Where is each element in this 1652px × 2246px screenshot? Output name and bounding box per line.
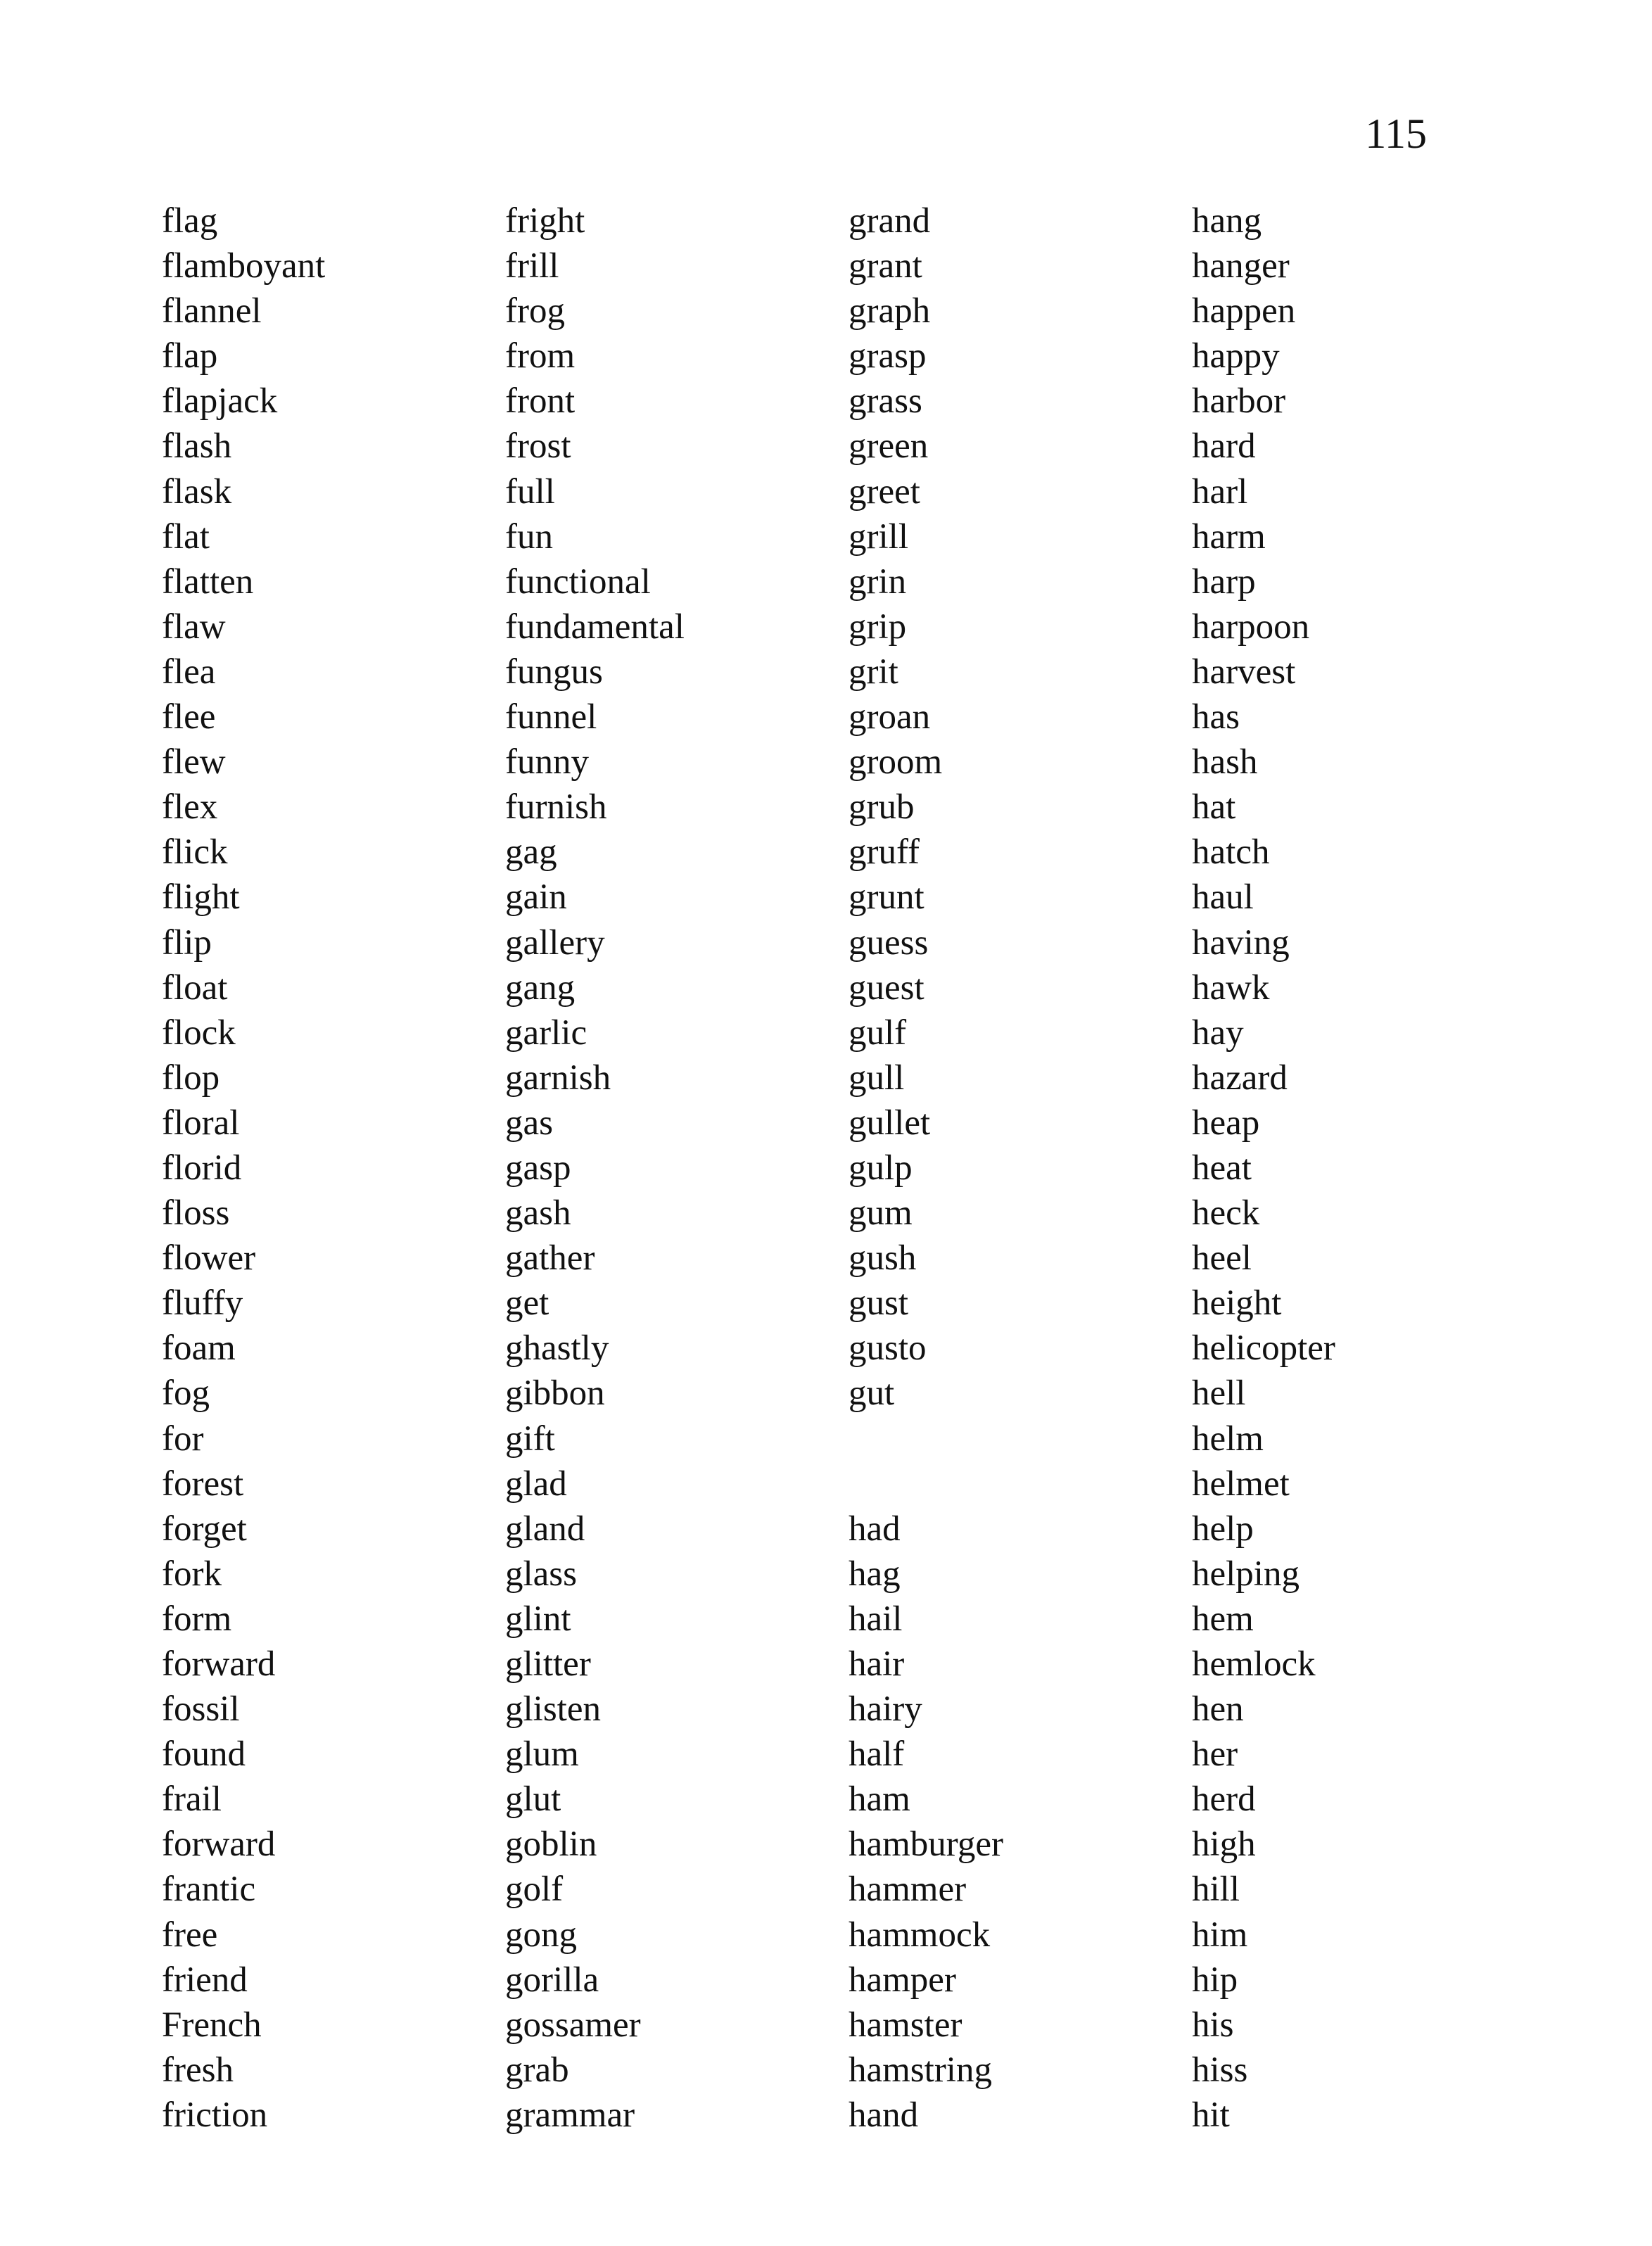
word-entry: him — [1192, 1915, 1248, 1955]
word-entry: fright — [505, 201, 585, 241]
word-entry: green — [849, 426, 929, 467]
word-entry: garnish — [505, 1058, 611, 1098]
word-entry: gull — [849, 1058, 905, 1098]
word-entry: from — [505, 336, 576, 376]
word-entry: helping — [1192, 1554, 1300, 1594]
word-entry: hammock — [849, 1915, 991, 1955]
word-entry: hip — [1192, 1960, 1238, 2000]
word-entry: guest — [849, 967, 925, 1008]
word-entry: hand — [849, 2095, 919, 2135]
word-entry: get — [505, 1283, 549, 1324]
word-entry: fundamental — [505, 607, 685, 647]
word-entry: fork — [162, 1554, 222, 1594]
word-entry: hamper — [849, 1960, 956, 2000]
word-entry: hamstring — [849, 2050, 992, 2090]
word-entry: frost — [505, 426, 571, 467]
word-entry: harl — [1192, 471, 1248, 512]
word-entry: harp — [1192, 562, 1256, 602]
word-entry: fungus — [505, 652, 603, 692]
word-entry: gallery — [505, 922, 605, 963]
word-entry: has — [1192, 697, 1240, 737]
word-entry: heat — [1192, 1148, 1252, 1188]
word-entry: flex — [162, 787, 218, 827]
word-entry: grip — [849, 607, 907, 647]
word-entry: hanger — [1192, 246, 1290, 286]
word-entry: having — [1192, 922, 1290, 963]
word-entry: graph — [849, 291, 931, 331]
word-entry: height — [1192, 1283, 1282, 1324]
word-entry: gossamer — [505, 2005, 641, 2045]
word-entry: groan — [849, 697, 931, 737]
word-entry: flight — [162, 877, 240, 918]
word-entry: grasp — [849, 336, 927, 376]
word-entry: grab — [505, 2050, 569, 2090]
word-entry: haul — [1192, 877, 1254, 918]
word-entry: frail — [162, 1779, 222, 1820]
word-entry: hail — [849, 1599, 903, 1639]
word-entry: gulf — [849, 1013, 907, 1053]
word-entry: gum — [849, 1193, 913, 1233]
word-entry: grill — [849, 516, 908, 557]
word-entry: French — [162, 2005, 262, 2045]
word-entry: happy — [1192, 336, 1280, 376]
word-entry: friend — [162, 1960, 248, 2000]
word-entry: frill — [505, 246, 559, 286]
word-entry: happen — [1192, 291, 1296, 331]
word-entry: hay — [1192, 1013, 1244, 1053]
word-entry: funny — [505, 742, 589, 782]
page-number: 115 — [1365, 110, 1427, 157]
word-entry: glint — [505, 1599, 571, 1639]
word-entry: garlic — [505, 1013, 587, 1053]
word-entry: gullet — [849, 1103, 931, 1143]
word-entry: hamburger — [849, 1825, 1003, 1865]
word-entry: grant — [849, 246, 922, 286]
word-column-1 — [162, 198, 325, 2138]
word-entry: harbor — [1192, 381, 1286, 421]
word-entry: hell — [1192, 1373, 1246, 1414]
word-entry: foam — [162, 1328, 236, 1369]
word-entry: hazard — [1192, 1058, 1288, 1098]
word-entry: gasp — [505, 1148, 571, 1188]
word-entry: furnish — [505, 787, 607, 827]
word-entry: flea — [162, 652, 216, 692]
word-entry: hiss — [1192, 2050, 1248, 2090]
word-entry: gas — [505, 1103, 553, 1143]
word-entry: flash — [162, 426, 232, 467]
word-entry: florid — [162, 1148, 242, 1188]
word-entry: gift — [505, 1419, 555, 1459]
word-entry: hag — [849, 1554, 901, 1594]
word-entry: flapjack — [162, 381, 278, 421]
word-entry: frog — [505, 291, 565, 331]
word-entry: hair — [849, 1644, 905, 1684]
word-entry: flop — [162, 1058, 220, 1098]
word-entry: hat — [1192, 787, 1236, 827]
word-entry: gorilla — [505, 1960, 599, 2000]
word-entry: hill — [1192, 1870, 1240, 1910]
word-entry: floss — [162, 1193, 230, 1233]
word-entry: flick — [162, 832, 228, 873]
word-entry: groom — [849, 742, 943, 782]
word-entry: grub — [849, 787, 915, 827]
word-entry: guess — [849, 922, 929, 963]
word-entry: glut — [505, 1779, 561, 1820]
word-entry: gust — [849, 1283, 909, 1324]
word-entry: grin — [849, 562, 907, 602]
word-entry: had — [849, 1509, 901, 1549]
word-entry: hamster — [849, 2005, 962, 2045]
word-entry: hairy — [849, 1689, 922, 1730]
word-entry: gusto — [849, 1328, 927, 1369]
word-entry: gather — [505, 1238, 595, 1279]
word-entry: grand — [849, 201, 931, 241]
word-entry: herd — [1192, 1779, 1256, 1820]
word-entry: hang — [1192, 201, 1262, 241]
word-entry: gong — [505, 1915, 577, 1955]
word-entry: goblin — [505, 1825, 597, 1865]
word-entry: glum — [505, 1734, 579, 1775]
word-column-3 — [849, 198, 1003, 2138]
word-entry: hatch — [1192, 832, 1270, 873]
word-entry: hash — [1192, 742, 1258, 782]
word-entry: grammar — [505, 2095, 635, 2135]
word-entry: her — [1192, 1734, 1238, 1775]
word-entry: help — [1192, 1509, 1254, 1549]
word-entry: greet — [849, 471, 920, 512]
word-column-4 — [1192, 198, 1335, 2138]
word-entry: flower — [162, 1238, 256, 1279]
word-entry: half — [849, 1734, 905, 1775]
word-entry: his — [1192, 2005, 1234, 2045]
word-entry: grit — [849, 652, 898, 692]
word-entry: harm — [1192, 516, 1266, 557]
word-entry: free — [162, 1915, 218, 1955]
word-entry: gibbon — [505, 1373, 605, 1414]
word-entry: heap — [1192, 1103, 1260, 1143]
word-entry: gush — [849, 1238, 917, 1279]
word-entry: forward — [162, 1644, 276, 1684]
word-entry: flannel — [162, 291, 262, 331]
word-entry: for — [162, 1419, 204, 1459]
word-entry: gland — [505, 1509, 585, 1549]
word-entry: heck — [1192, 1193, 1260, 1233]
blank-line — [849, 1416, 1003, 1461]
word-entry: fun — [505, 516, 553, 557]
word-entry: hit — [1192, 2095, 1230, 2135]
word-entry: flag — [162, 201, 218, 241]
word-entry: float — [162, 967, 228, 1008]
word-entry: hammer — [849, 1870, 967, 1910]
word-entry: flamboyant — [162, 246, 326, 286]
word-entry: flap — [162, 336, 218, 376]
word-entry: flock — [162, 1013, 236, 1053]
word-entry: forget — [162, 1509, 247, 1549]
word-entry: glad — [505, 1464, 567, 1504]
word-entry: gulp — [849, 1148, 913, 1188]
word-entry: flip — [162, 922, 212, 963]
word-entry: hen — [1192, 1689, 1244, 1730]
word-entry: ham — [849, 1779, 910, 1820]
word-entry: flew — [162, 742, 226, 782]
word-entry: flee — [162, 697, 216, 737]
word-entry: glitter — [505, 1644, 591, 1684]
word-entry: gag — [505, 832, 557, 873]
word-entry: flatten — [162, 562, 254, 602]
word-entry: gut — [849, 1373, 895, 1414]
word-entry: harvest — [1192, 652, 1296, 692]
word-entry: grass — [849, 381, 922, 421]
word-entry: hawk — [1192, 967, 1270, 1008]
word-entry: fluffy — [162, 1283, 243, 1324]
blank-line — [849, 1461, 1003, 1506]
word-entry: ghastly — [505, 1328, 609, 1369]
word-entry: fog — [162, 1373, 210, 1414]
word-entry: glass — [505, 1554, 577, 1594]
word-entry: forest — [162, 1464, 244, 1504]
word-entry: gruff — [849, 832, 920, 873]
word-entry: helicopter — [1192, 1328, 1335, 1369]
word-entry: fresh — [162, 2050, 234, 2090]
word-entry: funnel — [505, 697, 597, 737]
word-entry: front — [505, 381, 576, 421]
word-entry: frantic — [162, 1870, 256, 1910]
word-entry: fossil — [162, 1689, 240, 1730]
word-entry: full — [505, 471, 555, 512]
word-entry: flat — [162, 516, 210, 557]
word-entry: heel — [1192, 1238, 1252, 1279]
word-entry: hem — [1192, 1599, 1254, 1639]
word-entry: floral — [162, 1103, 240, 1143]
word-entry: hard — [1192, 426, 1256, 467]
word-entry: functional — [505, 562, 651, 602]
word-entry: high — [1192, 1825, 1256, 1865]
word-entry: flaw — [162, 607, 226, 647]
word-entry: form — [162, 1599, 232, 1639]
word-entry: flask — [162, 471, 232, 512]
word-entry: helmet — [1192, 1464, 1290, 1504]
word-entry: glisten — [505, 1689, 601, 1730]
word-entry: gang — [505, 967, 576, 1008]
word-entry: found — [162, 1734, 246, 1775]
word-entry: forward — [162, 1825, 276, 1865]
word-entry: hemlock — [1192, 1644, 1316, 1684]
word-entry: golf — [505, 1870, 564, 1910]
word-entry: grunt — [849, 877, 925, 918]
word-entry: gain — [505, 877, 567, 918]
word-entry: gash — [505, 1193, 571, 1233]
word-entry: friction — [162, 2095, 268, 2135]
word-entry: helm — [1192, 1419, 1264, 1459]
word-entry: harpoon — [1192, 607, 1310, 647]
word-column-2 — [505, 198, 685, 2138]
